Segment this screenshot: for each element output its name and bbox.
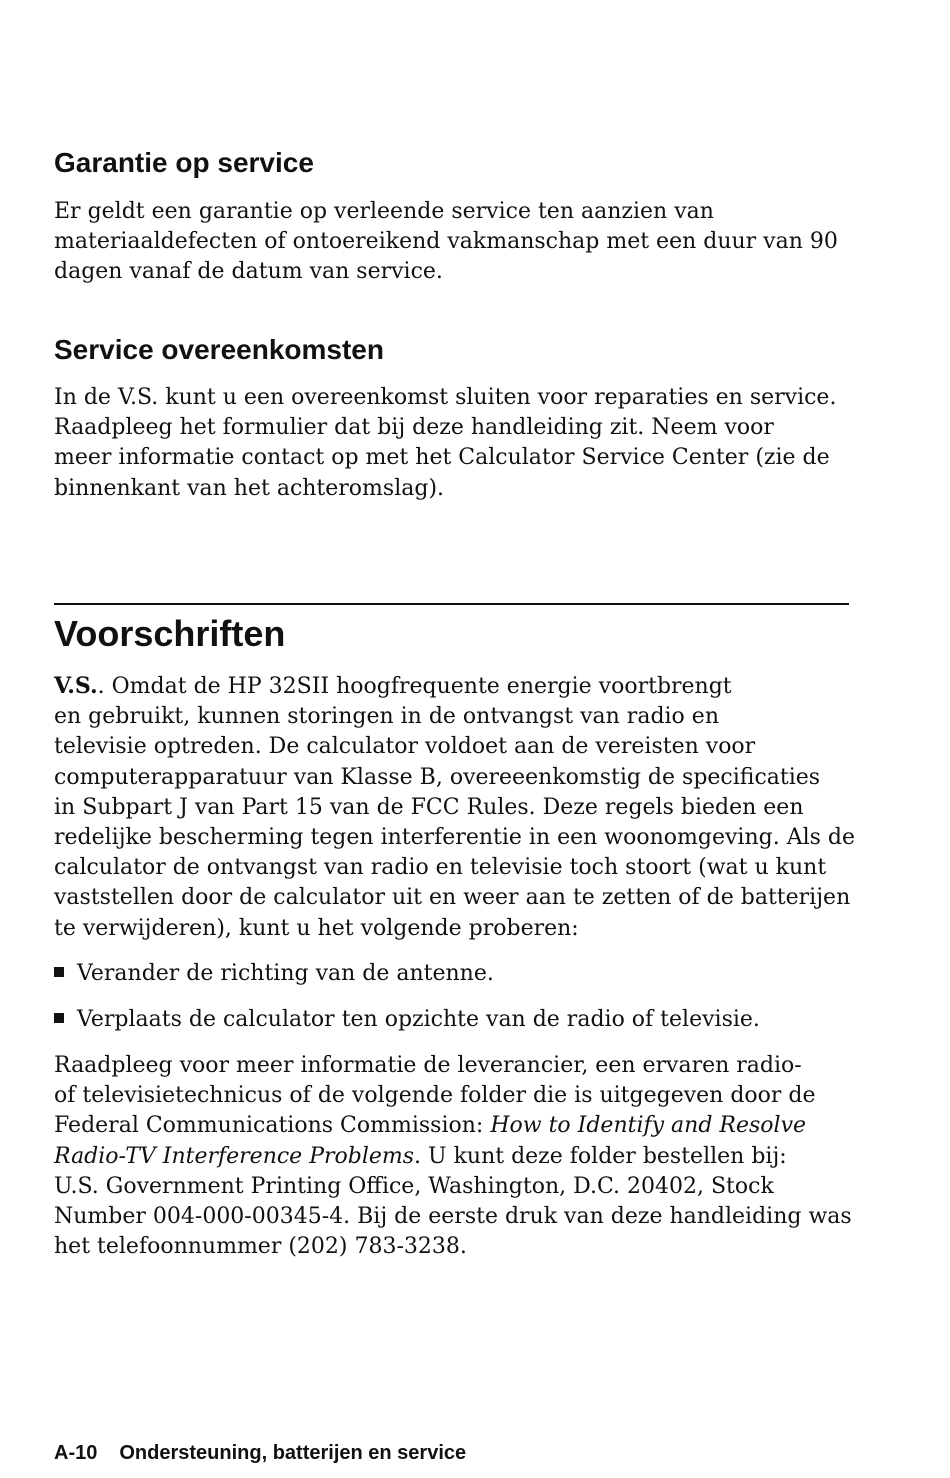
chapter-title: Ondersteuning, batterijen en service	[119, 1442, 467, 1464]
text-line: vaststellen door de calculator uit en weer aan te zetten of de batterijen	[54, 885, 851, 911]
text-line: Raadpleeg voor meer informatie de leverancier, een ervaren radio-	[54, 1053, 802, 1078]
text-line	[54, 1111, 854, 1141]
closing-paragraph	[54, 1051, 854, 1262]
text-segment: . U kunt deze folder bestellen bij:	[414, 1143, 787, 1169]
text-line: materiaaldefecten of ontoereikend vakmanschap met een duur van 90	[54, 229, 838, 255]
region-label-us: V.S.	[54, 673, 98, 699]
text-line: U.S. Government Printing Office, Washington, D.C. 20402, Stock	[54, 1173, 774, 1199]
list-item-text: Verander de richting van de antenne.	[77, 961, 494, 986]
section-heading-garantie: Garantie op service	[54, 147, 314, 178]
text-line: Raadpleeg het formulier dat bij deze handleiding zit. Neem voor	[54, 415, 774, 441]
list-item	[54, 1005, 854, 1035]
text-line: het telefoonnummer (202) 783-3238.	[54, 1234, 467, 1260]
bullet-square-icon	[54, 1013, 64, 1023]
list-item-text: Verplaats de calculator ten opzichte van de radio of televisie.	[77, 1007, 760, 1032]
text-line: In de V.S. kunt u een overeenkomst sluiten voor reparaties en service.	[54, 385, 837, 410]
publication-title: Radio-TV Interference Problems	[54, 1143, 415, 1169]
overeenkomsten-paragraph	[54, 383, 854, 504]
text-line	[54, 1142, 854, 1172]
text-line: Er geldt een garantie op verleende service ten aanzien van	[54, 199, 714, 224]
page-footer	[54, 1440, 466, 1466]
list-item	[54, 959, 854, 989]
page-number: A-10	[54, 1442, 98, 1464]
text-line: te verwijderen), kunt u het volgende proberen:	[54, 915, 579, 941]
text-line: of televisietechnicus of de volgende folder die is uitgegeven door de	[54, 1083, 816, 1109]
text-line: calculator de ontvangst van radio en televisie toch stoort (wat u kunt	[54, 855, 827, 881]
text-line: meer informatie contact op met het Calculator Service Center (zie de	[54, 445, 830, 471]
text-line: en gebruikt, kunnen storingen in de ontvangst van radio en	[54, 704, 719, 730]
voorschriften-paragraph	[54, 671, 854, 944]
text-line: computerapparatuur van Klasse B, overeeenkomstig de specificaties	[54, 764, 821, 790]
text-line	[54, 671, 854, 702]
publication-title: How to Identify and Resolve	[490, 1113, 807, 1139]
text-segment: Federal Communications Commission:	[54, 1113, 491, 1139]
text-line: Number 004-000-00345-4. Bij de eerste druk van deze handleiding was	[54, 1204, 852, 1230]
text-line: redelijke bescherming tegen interferentie in een woonomgeving. Als de	[54, 825, 856, 851]
garantie-paragraph	[54, 197, 854, 288]
section-heading-overeenkomsten: Service overeenkomsten	[54, 334, 384, 365]
text-line: dagen vanaf de datum van service.	[54, 259, 443, 285]
text-line: in Subpart J van Part 15 van de FCC Rules. Deze regels bieden een	[54, 794, 804, 820]
section-heading-voorschriften: Voorschriften	[54, 613, 286, 654]
text-line: binnenkant van het achteromslag).	[54, 475, 445, 501]
section-divider	[54, 603, 849, 605]
lead-text: . Omdat de HP 32SII hoogfrequente energie voortbrengt	[97, 674, 732, 699]
bullet-square-icon	[54, 967, 64, 977]
text-line: televisie optreden. De calculator voldoet aan de vereisten voor	[54, 734, 756, 760]
